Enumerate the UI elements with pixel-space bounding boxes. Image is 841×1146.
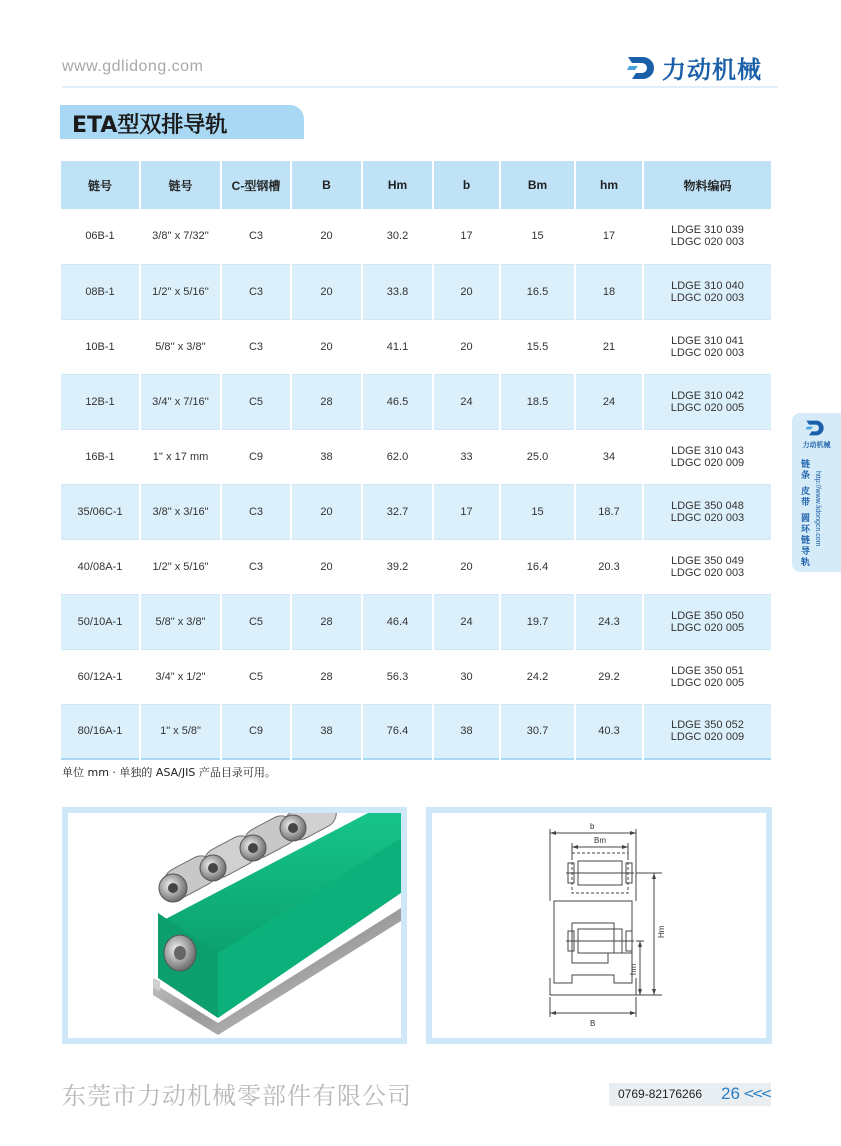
- table-cell: 62.0: [362, 429, 433, 484]
- table-cell: 30.2: [362, 209, 433, 264]
- table-cell: 24.2: [500, 649, 575, 704]
- table-cell: 24.3: [575, 594, 643, 649]
- table-cell: 16.4: [500, 539, 575, 594]
- table-cell: 32.7: [362, 484, 433, 539]
- material-code: LDGC 020 005: [670, 401, 745, 414]
- table-cell: 17: [433, 484, 500, 539]
- column-header: 链号: [140, 161, 221, 209]
- table-cell: 24: [433, 374, 500, 429]
- table-cell: 1/2" x 5/16": [140, 539, 221, 594]
- column-header: hm: [575, 161, 643, 209]
- table-cell: 56.3: [362, 649, 433, 704]
- table-cell: 50/10A-1: [61, 594, 140, 649]
- material-code-cell: [643, 594, 771, 649]
- table-cell: 16B-1: [61, 429, 140, 484]
- table-cell: 24: [575, 374, 643, 429]
- table-body: [61, 209, 771, 759]
- table-cell: 46.5: [362, 374, 433, 429]
- units-footnote: 单位 mm · 单独的 ASA/JIS 产品目录可用。: [62, 766, 276, 779]
- table-cell: C5: [221, 374, 291, 429]
- material-code: LDGC 020 005: [670, 676, 745, 689]
- brand: [626, 50, 762, 85]
- page-number: 26: [721, 1084, 740, 1103]
- site-url[interactable]: www.gdlidong.com: [62, 58, 204, 75]
- table-cell: 1" x 5/8": [140, 704, 221, 759]
- table-cell: 08B-1: [61, 264, 140, 319]
- table-cell: 12B-1: [61, 374, 140, 429]
- table-cell: C3: [221, 319, 291, 374]
- material-code: LDGC 020 003: [670, 346, 745, 359]
- material-code: LDGC 020 003: [670, 511, 745, 524]
- material-code-cell: [643, 209, 771, 264]
- table-cell: 25.0: [500, 429, 575, 484]
- table-cell: 38: [291, 429, 362, 484]
- side-categories: 链条 皮带 圆环链导轨: [799, 459, 809, 569]
- table-row: [61, 209, 771, 264]
- table-cell: 20: [291, 539, 362, 594]
- table-cell: 38: [433, 704, 500, 759]
- table-row: [61, 539, 771, 594]
- material-code: LDGE 350 051: [671, 664, 744, 677]
- table-cell: 5/8" x 3/8": [140, 594, 221, 649]
- material-code-cell: [643, 484, 771, 539]
- column-header: C-型钢槽: [221, 161, 291, 209]
- material-code-cell: [643, 539, 771, 594]
- product-photo-frame: [62, 807, 407, 1044]
- table-cell: C9: [221, 704, 291, 759]
- material-code: LDGE 350 050: [671, 609, 744, 622]
- table-cell: C3: [221, 539, 291, 594]
- dim-label-b: b: [590, 822, 595, 831]
- table-row: [61, 319, 771, 374]
- table-cell: 28: [291, 374, 362, 429]
- table-cell: 20: [433, 264, 500, 319]
- table-cell: 10B-1: [61, 319, 140, 374]
- table-cell: 29.2: [575, 649, 643, 704]
- table-cell: 76.4: [362, 704, 433, 759]
- table-cell: C5: [221, 594, 291, 649]
- column-header: 物料编码: [643, 161, 771, 209]
- table-cell: 38: [291, 704, 362, 759]
- material-code: LDGE 350 049: [671, 554, 744, 567]
- table-row: [61, 649, 771, 704]
- table-cell: 28: [291, 649, 362, 704]
- table-cell: 5/8'' x 3/8'': [140, 319, 221, 374]
- table-cell: 41.1: [362, 319, 433, 374]
- table-cell: C3: [221, 209, 291, 264]
- cross-section-drawing: [432, 813, 766, 1038]
- material-code: LDGC 020 003: [670, 566, 745, 579]
- table-cell: 15: [500, 209, 575, 264]
- table-cell: 40/08A-1: [61, 539, 140, 594]
- side-logo-icon: [804, 418, 826, 438]
- table-cell: 1/2'' x 5/16'': [140, 264, 221, 319]
- material-code: LDGC 020 003: [670, 291, 745, 304]
- table-cell: 20: [433, 319, 500, 374]
- table-cell: 20: [291, 319, 362, 374]
- table-cell: 19.7: [500, 594, 575, 649]
- table-cell: 33: [433, 429, 500, 484]
- column-header: Bm: [500, 161, 575, 209]
- side-brand: 力动机械: [802, 441, 831, 449]
- chevron-left-icon: <<<: [743, 1086, 770, 1102]
- table-cell: C5: [221, 649, 291, 704]
- material-code: LDGE 350 052: [671, 719, 744, 732]
- table-row: [61, 594, 771, 649]
- side-url[interactable]: http://www.lidongcn.com: [814, 471, 821, 547]
- table-cell: 46.4: [362, 594, 433, 649]
- table-cell: 17: [433, 209, 500, 264]
- material-code: LDGC 020 003: [670, 236, 745, 249]
- table-cell: 1'' x 17 mm: [140, 429, 221, 484]
- table-cell: 15: [500, 484, 575, 539]
- table-row: [61, 264, 771, 319]
- table-cell: 18.5: [500, 374, 575, 429]
- footer-phone: 0769-82176266: [618, 1087, 703, 1101]
- table-cell: 34: [575, 429, 643, 484]
- material-code-cell: [643, 264, 771, 319]
- material-code: LDGE 350 048: [671, 499, 744, 512]
- table-cell: C9: [221, 429, 291, 484]
- brand-logo-icon: [626, 53, 656, 83]
- material-code: LDGC 020 005: [670, 621, 745, 634]
- table-cell: 24: [433, 594, 500, 649]
- table-cell: C3: [221, 484, 291, 539]
- dim-label-hm-upper: Hm: [657, 925, 666, 938]
- table-cell: 35/06C-1: [61, 484, 140, 539]
- table-row: [61, 704, 771, 759]
- material-code-cell: [643, 374, 771, 429]
- material-code: LDGE 310 040: [671, 279, 744, 292]
- table-cell: 3/8'' x 7/32'': [140, 209, 221, 264]
- table-cell: 20: [433, 539, 500, 594]
- brand-name: 力动机械: [662, 56, 762, 84]
- table-cell: 15.5: [500, 319, 575, 374]
- table-header-row: [61, 161, 771, 209]
- table-cell: 18: [575, 264, 643, 319]
- material-code: LDGC 020 009: [670, 731, 745, 744]
- dimension-diagram-frame: [426, 807, 772, 1044]
- table-cell: 33.8: [362, 264, 433, 319]
- section-title: ETA型双排导轨: [72, 113, 228, 138]
- table-row: [61, 429, 771, 484]
- material-code-cell: [643, 704, 771, 759]
- table-row: [61, 374, 771, 429]
- table-cell: 20.3: [575, 539, 643, 594]
- material-code: LDGE 310 039: [671, 224, 744, 237]
- footer-company: 东莞市力动机械零部件有限公司: [62, 1082, 412, 1110]
- header-divider: [62, 86, 778, 88]
- table-cell: 30.7: [500, 704, 575, 759]
- footer-contact: [609, 1083, 771, 1106]
- section-title-banner: [60, 105, 304, 139]
- table-cell: 80/16A-1: [61, 704, 140, 759]
- table-cell: 39.2: [362, 539, 433, 594]
- table-cell: 16.5: [500, 264, 575, 319]
- dimension-diagram: [432, 813, 766, 1038]
- material-code-cell: [643, 429, 771, 484]
- table-cell: 06B-1: [61, 209, 140, 264]
- column-header: b: [433, 161, 500, 209]
- table-cell: 30: [433, 649, 500, 704]
- table-cell: 40.3: [575, 704, 643, 759]
- table-cell: 18.7: [575, 484, 643, 539]
- table-cell: 21: [575, 319, 643, 374]
- dim-label-b-bottom: B: [590, 1019, 596, 1028]
- table-row: [61, 484, 771, 539]
- table-cell: 20: [291, 484, 362, 539]
- material-code: LDGE 310 041: [671, 334, 744, 347]
- dim-label-hm-lower: hm: [629, 963, 638, 975]
- dim-label-bm: Bm: [594, 836, 606, 845]
- table-cell: C3: [221, 264, 291, 319]
- table-cell: 20: [291, 209, 362, 264]
- column-header: 链号: [61, 161, 140, 209]
- table-cell: 28: [291, 594, 362, 649]
- guide-rail-photo-illustration: [68, 813, 401, 1038]
- table-cell: 60/12A-1: [61, 649, 140, 704]
- table-cell: 3/8" x 3/16": [140, 484, 221, 539]
- table-cell: 20: [291, 264, 362, 319]
- table-cell: 3/4'' x 7/16'': [140, 374, 221, 429]
- material-code: LDGC 020 009: [670, 456, 745, 469]
- material-code: LDGE 310 042: [671, 389, 744, 402]
- material-code-cell: [643, 649, 771, 704]
- material-code: LDGE 310 043: [671, 444, 744, 457]
- spec-table: [61, 161, 771, 760]
- material-code-cell: [643, 319, 771, 374]
- side-category-tab: [792, 413, 841, 572]
- table-cell: 3/4" x 1/2": [140, 649, 221, 704]
- product-photo: [68, 813, 401, 1038]
- column-header: B: [291, 161, 362, 209]
- column-header: Hm: [362, 161, 433, 209]
- table-cell: 17: [575, 209, 643, 264]
